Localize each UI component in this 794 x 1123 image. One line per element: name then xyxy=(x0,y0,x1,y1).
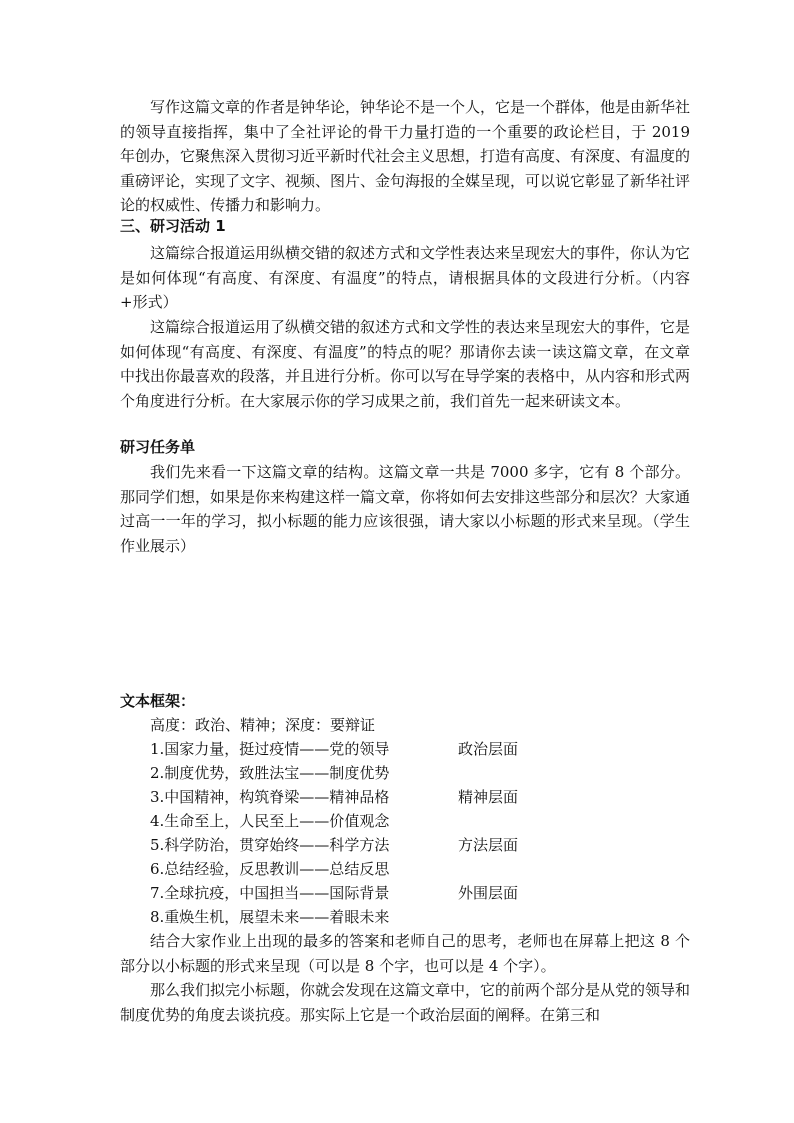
framework-item-title: 7.全球抗疫，中国担当——国际背景 xyxy=(150,884,390,902)
framework-item-title: 1.国家力量，挺过疫情——党的领导 xyxy=(150,740,390,758)
framework-item-title: 3.中国精神，构筑脊梁——精神品格 xyxy=(150,788,390,806)
intro-paragraph: 写作这篇文章的作者是钟华论，钟华论不是一个人，它是一个群体，他是由新华社的领导直接指挥，集中了全社评论的骨干力量打造的一个重要的政论栏目，于 2019 年创办，它聚焦深入贯彻习近平新时代社会主义思想，打造有高度、有深度、有温度的重磅评论，实现了文字、视频、图片、金句海报的全媒呈现，可以说它彰显了新华社评论的权威性、传播力和影响力。 xyxy=(120,98,691,214)
framework-item-level: 政治层面 xyxy=(458,740,519,758)
framework-item xyxy=(150,785,570,809)
framework-item-level: 方法层面 xyxy=(458,836,519,854)
activity-task-paragraph: 这篇综合报道运用纵横交错的叙述方式和文学性表达来呈现宏大的事件，你认为它是如何体现“有高度、有深度、有温度”的特点，请根据具体的文段进行分析。（内容+形式） xyxy=(120,244,691,311)
framework-item-title: 4.生命至上，人民至上——价值观念 xyxy=(150,812,390,830)
framework-item xyxy=(150,737,570,761)
framework-item xyxy=(150,833,570,857)
framework-item-title: 5.科学防治，贯穿始终——科学方法 xyxy=(150,836,390,854)
framework-item-level: 精神层面 xyxy=(458,788,519,806)
framework-item-title: 6.总结经验，反思教训——总结反思 xyxy=(150,860,390,878)
activity-explanation-paragraph: 这篇综合报道运用了纵横交错的叙述方式和文学性的表达来呈现宏大的事件，它是如何体现“有高度、有深度、有温度”的特点的呢？那请你去读一读这篇文章，在文章中找出你最喜欢的段落，并且进行分析。你可以写在导学案的表格中，从内容和形式两个角度进行分析。在大家展示你的学习成果之前，我们首先一起来研读文本。 xyxy=(120,318,691,410)
text-framework-heading: 文本框架： xyxy=(120,692,196,710)
conclusion-paragraph-1: 结合大家作业上出现的最多的答案和老师自己的思考，老师也在屏幕上把这 8 个部分以小标题的形式来呈现（可以是 8 个字，也可以是 4 个字）。 xyxy=(120,932,690,975)
section-heading-activity-1: 三、研习活动 1 xyxy=(120,217,226,235)
framework-item xyxy=(150,857,570,881)
framework-item xyxy=(150,809,570,833)
task-sheet-paragraph: 我们先来看一下这篇文章的结构。这篇文章一共是 7000 多字，它有 8 个部分。那同学们想，如果是你来构建这样一篇文章，你将如何去安排这些部分和层次？大家通过高一一年的学习，拟小标题的能力应该很强，请大家以小标题的形式来呈现。（学生作业展示） xyxy=(120,463,691,555)
framework-item-title: 8.重焕生机，展望未来——着眼未来 xyxy=(150,908,390,926)
framework-item xyxy=(150,905,570,929)
framework-item-level: 外围层面 xyxy=(458,884,519,902)
conclusion-paragraph-2: 那么我们拟完小标题，你就会发现在这篇文章中，它的前两个部分是从党的领导和制度优势的角度去谈抗疫。那实际上它是一个政治层面的阐释。在第三和 xyxy=(120,981,691,1024)
framework-subtitle xyxy=(150,713,570,737)
framework-subtitle-text: 高度：政治、精神；深度：要辩证 xyxy=(150,716,376,734)
framework-item xyxy=(150,761,570,785)
framework-item-title: 2.制度优势，致胜法宝——制度优势 xyxy=(150,764,390,782)
task-sheet-heading: 研习任务单 xyxy=(120,438,196,456)
framework-item xyxy=(150,881,570,905)
